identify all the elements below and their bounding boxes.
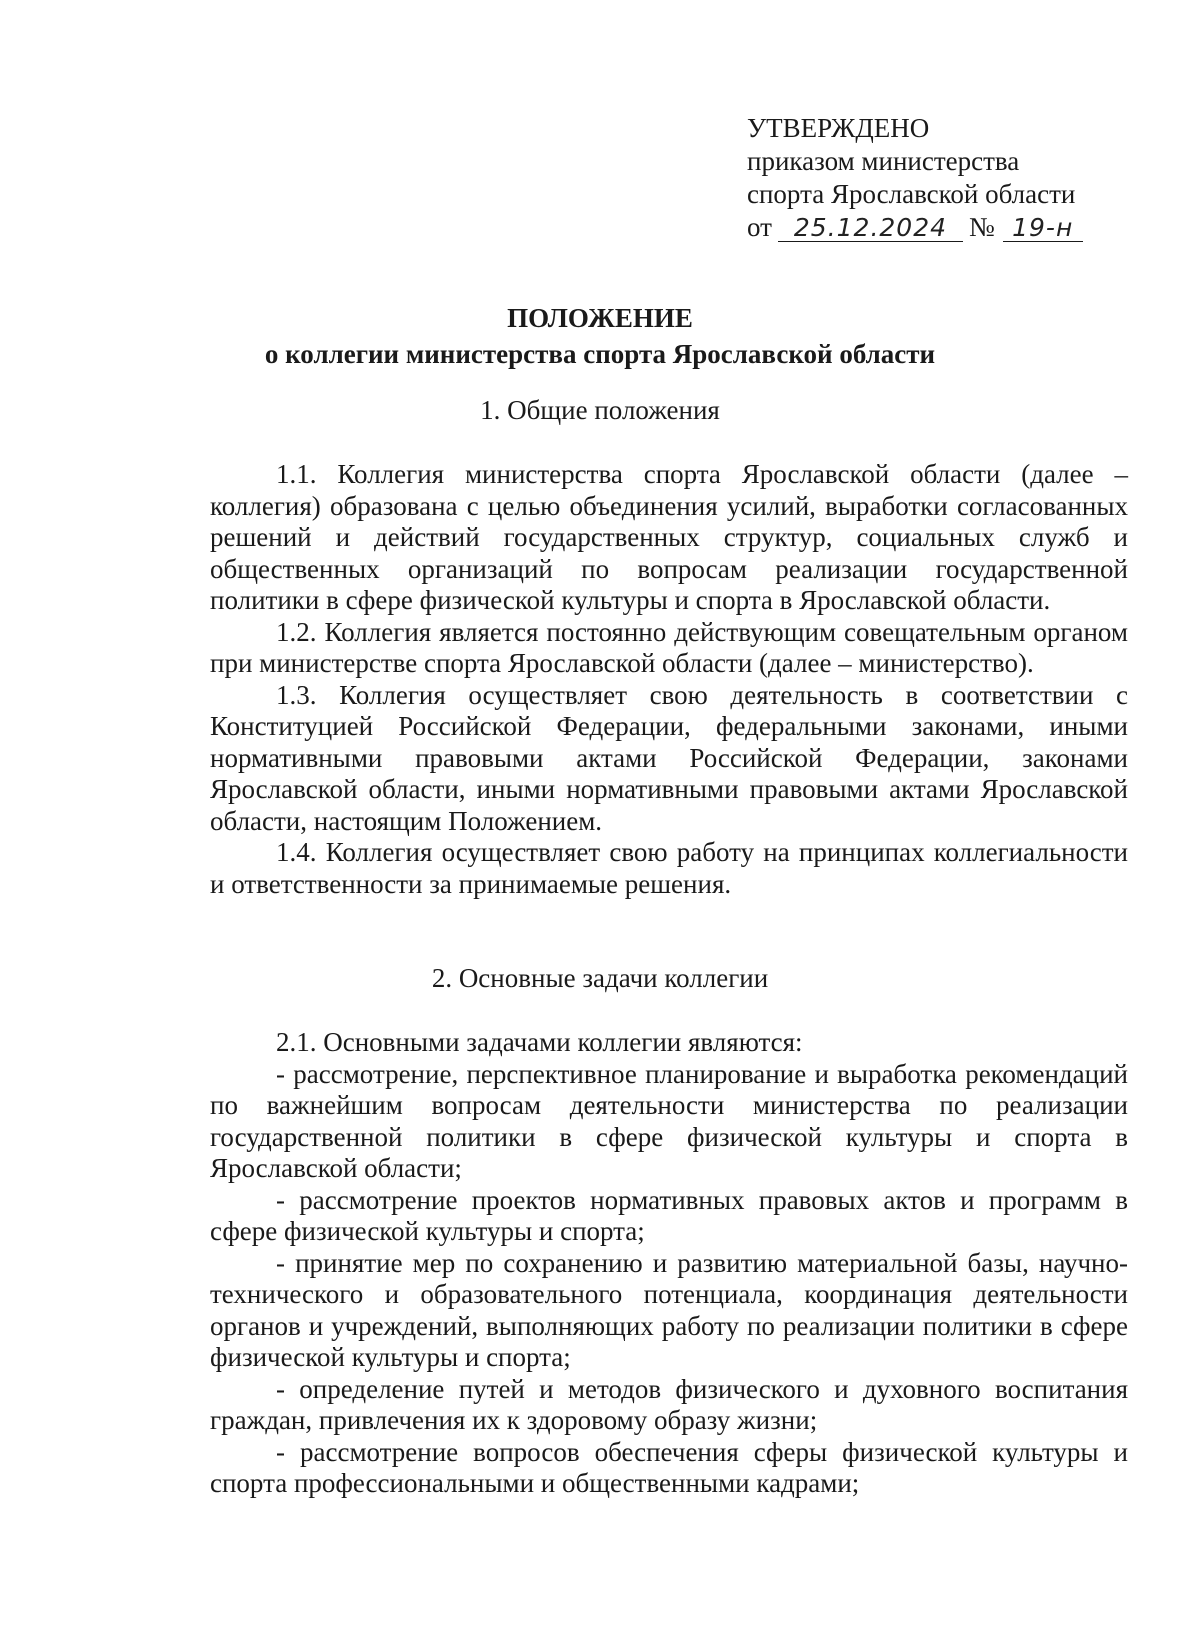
approval-date-number-line (747, 211, 1147, 244)
section-tasks-body (210, 1027, 1128, 1500)
approval-ministry-line: спорта Ярославской области (747, 179, 1076, 209)
paragraph-1-1: 1.1. Коллегия министерства спорта Ярославской области (далее – коллегия) образована с целью объединения усилий, выработки согласованных решений и действий государственных структур, социальных служб и общественных организаций по вопросам реализации государственной политики в сфере физической культуры и спорта в Ярославской области. (210, 459, 1128, 615)
list-item: - рассмотрение вопросов обеспечения сферы физической культуры и спорта профессиональными и общественными кадрами; (210, 1436, 1128, 1498)
paragraph-1-3: 1.3. Коллегия осуществляет свою деятельность в соответствии с Конституцией Российской Федерации, федеральными законами, иными нормативными правовыми актами Российской Федерации, законами Ярославской области, иными нормативными правовыми актами Ярославской области, настоящим Положением. (210, 679, 1128, 836)
list-item: - определение путей и методов физического и духовного воспитания граждан, привлечения их к здоровому образу жизни; (210, 1373, 1128, 1435)
handwritten-number: 19-н (1003, 215, 1083, 242)
approval-number-label: № (968, 212, 995, 242)
handwritten-date: 25.12.2024 (778, 215, 963, 242)
list-item: - рассмотрение проектов нормативных правовых актов и программ в сфере физической культуры и спорта; (210, 1184, 1128, 1246)
approval-order-line: приказом министерства (747, 146, 1020, 176)
paragraph-1-4: 1.4. Коллегия осуществляет свою работу на принципах коллегиальности и ответственности за принимаемые решения. (210, 837, 1128, 899)
approval-heading: УТВЕРЖДЕНО (747, 113, 930, 143)
approval-from-label: от (747, 212, 772, 242)
section-heading-general: 1. Общие положения (480, 395, 720, 425)
paragraph-1-2: 1.2. Коллегия является постоянно действующим совещательным органом при министерстве спорта Ярославской области (далее – министерство). (210, 616, 1128, 678)
list-item: - рассмотрение, перспективное планирование и выработка рекомендаций по важнейшим вопросам деятельности министерства по реализации государственной политики в сфере физической культуры и спорта в Ярославской области; (210, 1058, 1128, 1183)
paragraph-2-1: 2.1. Основными задачами коллегии являются: (276, 1027, 803, 1057)
document-subtitle: о коллегии министерства спорта Ярославской области (264, 339, 936, 369)
document-title: ПОЛОЖЕНИЕ (507, 303, 693, 333)
approval-stamp-block (747, 112, 1147, 244)
section-general-body (210, 459, 1128, 900)
list-item: - принятие мер по сохранению и развитию материальной базы, научно-технического и образовательного потенциала, координация деятельности органов и учреждений, выполняющих работу по реализации политики в сфере физической культуры и спорта; (210, 1247, 1128, 1372)
section-heading-tasks: 2. Основные задачи коллегии (431, 963, 769, 993)
